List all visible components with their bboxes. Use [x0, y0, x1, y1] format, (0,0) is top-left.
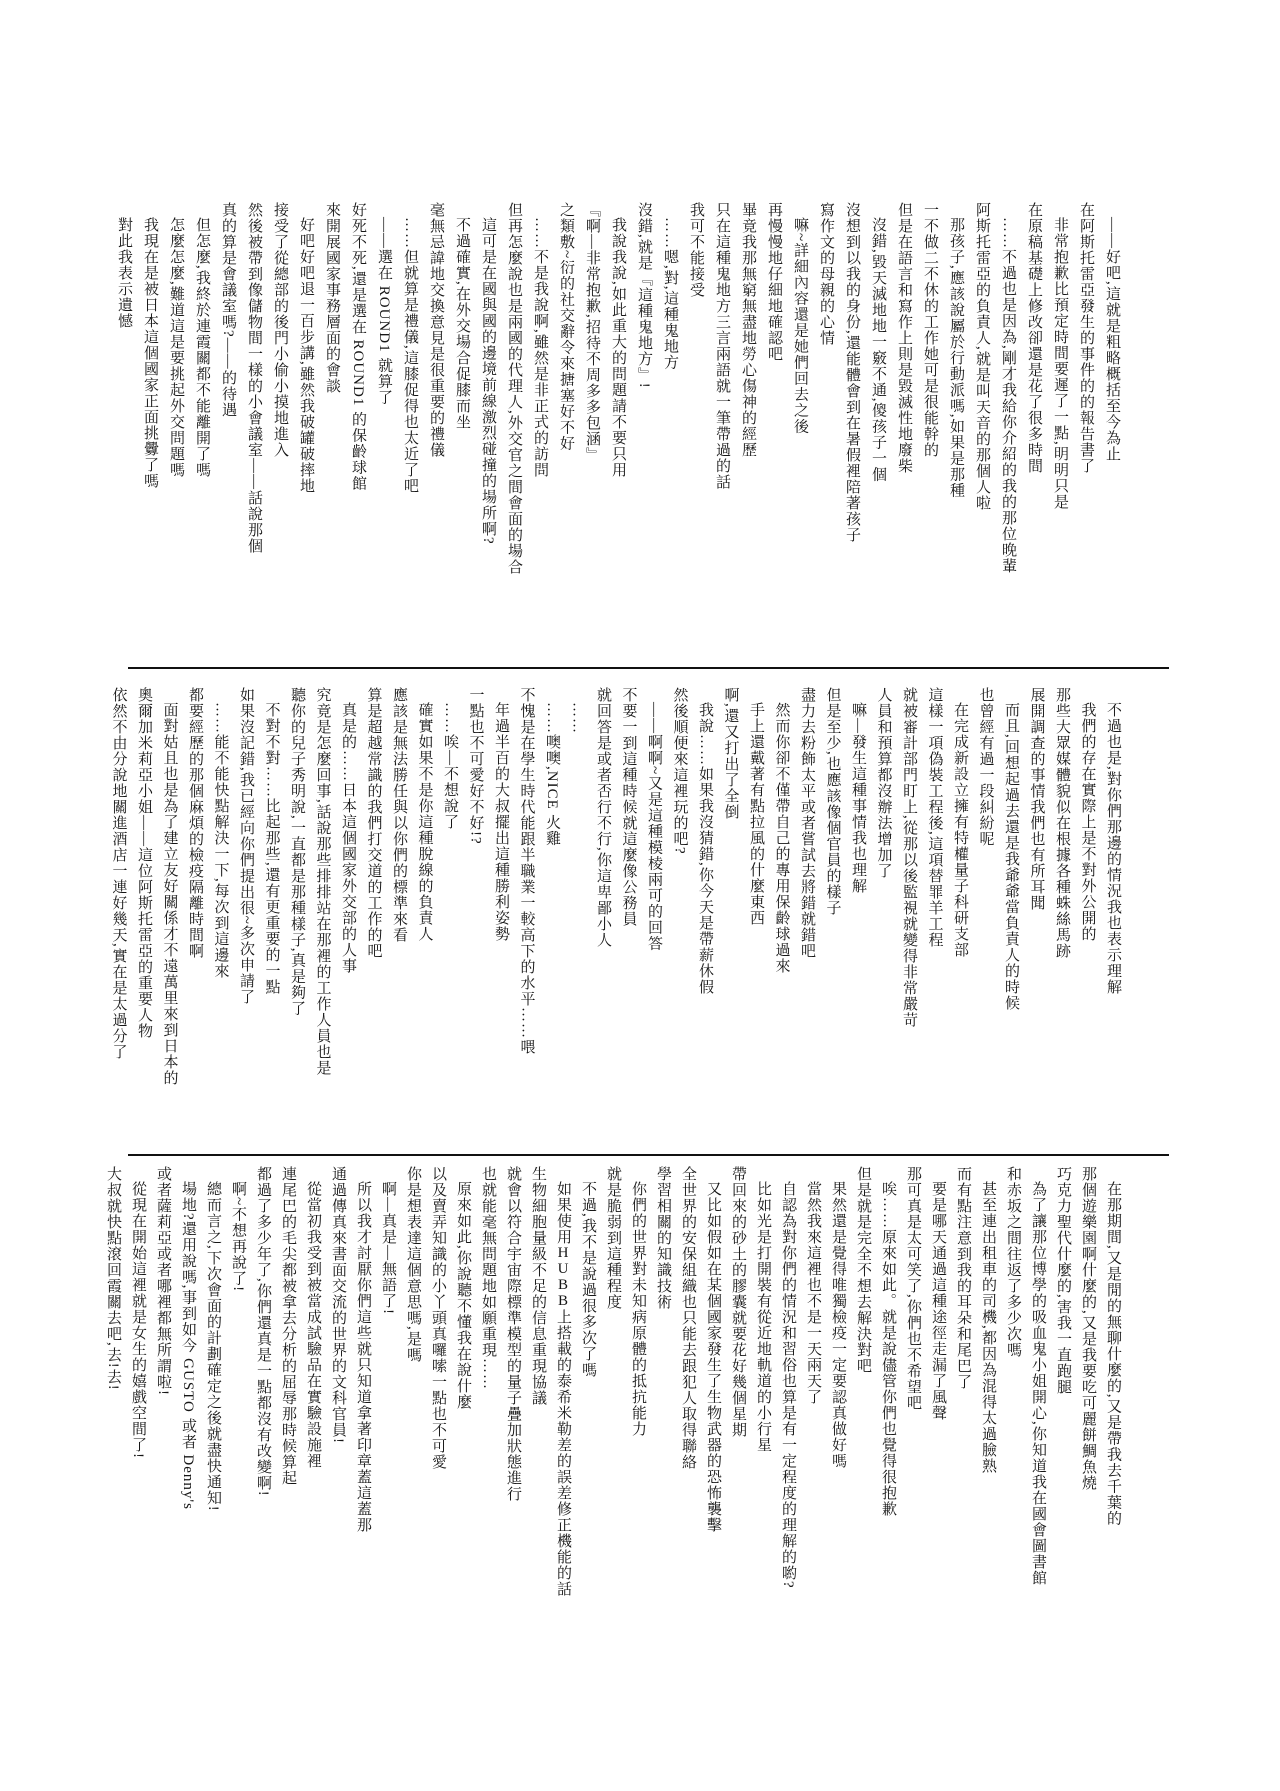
text-line: 來開展國家事務層面的會談: [324, 202, 340, 394]
text-line: 『啊—非常抱歉,招待不周多多包涵』: [584, 202, 600, 463]
text-line: 從現在開始這裡就是女生的嬉戲空間了!: [130, 1181, 146, 1459]
text-line: 但怎麼,我終於連霞關都不能離開了嗎: [194, 217, 210, 478]
text-line: 這樣一項偽裝工程後,這項替罪羊工程: [926, 687, 943, 948]
text-line: 面對姑且也是為了建立友好關係才不遠萬里來到日本的: [161, 702, 178, 1086]
text-line: 在那期間,又是閒的無聊什麼的,又是帶我去千葉的: [1105, 1181, 1121, 1527]
text-line: 所以我才討厭你們這些就只知道拿著印章蓋這蓋那: [355, 1181, 371, 1533]
text-line: 沒錯,就是『這種鬼地方』!: [636, 202, 652, 389]
text-line: 比如光是打開裝有從近地軌道的小行星: [755, 1181, 771, 1453]
text-line: ——啊啊~又是這種模棱兩可的回答: [646, 702, 662, 952]
text-line: 在阿斯托雷亞發生的事件的的報告書了: [1078, 202, 1094, 474]
text-line: 但再怎麼說也是兩國的代理人,外交官之間會面的場合: [506, 202, 522, 575]
text-line: 我說我說,如此重大的問題請不要只用: [610, 217, 626, 478]
text-line: 不過也是,對你們那邊的情況我也表示理解: [1105, 702, 1121, 995]
text-line: 不過,我不是說過很多次了嗎: [580, 1181, 596, 1378]
text-line: ……噢噢,NICE 火雞: [544, 702, 560, 847]
text-line: 你們的世界對未知病原體的抵抗能力: [630, 1181, 646, 1437]
text-line: 在原稿基礎上修改卻還是花了很多時間: [1026, 202, 1042, 474]
text-line: 或者薩莉亞或者哪裡都無所謂啦!: [155, 1166, 171, 1396]
text-line: ……不過也是因為,剛才我給你介紹的我的那位晚輩: [1000, 217, 1016, 574]
text-line: 那些大眾媒體貌似在根據各種蛛絲馬跡: [1054, 687, 1070, 959]
text-line: 沒想到以我的身份,還能體會到在暑假裡陪著孩子: [844, 202, 860, 543]
text-line: 毫無忌諱地交換意見是很重要的禮儀: [428, 202, 444, 458]
text-line: 再慢慢地仔細地確認吧: [766, 202, 782, 362]
text-line: 嘛—發生這種事情我也理解: [850, 702, 866, 894]
text-line: ……但就算是禮儀,這膝促得也太近了吧: [402, 217, 418, 494]
text-line: 人員和預算都沒辦法增加了: [875, 687, 892, 879]
text-line: 對此我表示遺憾: [116, 217, 132, 329]
text-line: 學習相關的知識技術: [655, 1166, 671, 1310]
text-line: 生物細胞量級不足的信息重現協議: [530, 1166, 546, 1406]
text-line: 真是的……日本這個國家外交部的人事: [340, 702, 356, 974]
text-line: 我們的存在實際上是不對外公開的: [1079, 702, 1096, 942]
text-line: 那個遊樂園啊什麼的,又是我要吃可麗餅鯛魚燒: [1080, 1166, 1096, 1491]
text-line: 應該是無法勝任與以你們的標準來看: [391, 687, 407, 943]
text-line: 啊,還又打出了全倒: [722, 687, 739, 820]
text-line: 確實如果不是你這種脫線的負責人: [416, 702, 433, 942]
text-line: 通過傳真來書面交流的世界的文科官員!: [330, 1166, 346, 1444]
text-line: 你是想表達這個意思嗎,是嗎: [405, 1166, 421, 1363]
text-line: 然而你卻不僅帶自己的專用保齡球過來: [773, 702, 790, 974]
text-line: 以及賣弄知識的小丫頭真囉嗦一點也不可愛: [430, 1166, 446, 1470]
text-line: 這可是在國與國的邊境前線激烈碰撞的場所啊?: [480, 217, 496, 545]
text-line: 好吧好吧退一百步講,雖然我破罐破摔地: [298, 217, 314, 494]
text-line: 究竟是怎麼回事,話說那些排排站在那裡的工作人員也是: [314, 687, 331, 1076]
text-line: 依然不由分說地關進酒店一連好幾天,實在是太過分了: [110, 687, 127, 1060]
text-line: 如果使用HUBB上搭載的泰希米勒差的誤差修正機能的話: [555, 1181, 571, 1597]
text-line: 不要一到這種時候就這麼像公務員: [620, 687, 637, 927]
text-block-top: [111, 202, 1125, 634]
text-line: 全世界的安保組織也只能去跟犯人取得聯絡: [680, 1166, 696, 1470]
text-line: 原來如此,你說聽不懂我在說什麼: [455, 1181, 471, 1410]
text-line: 展開調查的事情我們也有所耳聞: [1028, 687, 1045, 911]
text-line: 一不做二不休的工作她可是很能幹的: [922, 202, 938, 458]
text-line: 巧克力聖代什麼的,害我一直跑腿: [1055, 1166, 1071, 1395]
text-line: ——好吧,這就是粗略概括至今為止: [1104, 217, 1120, 462]
text-line: 不過確實,在外交場合促膝而坐: [454, 217, 470, 430]
text-line: 只在這種鬼地方三言兩語就一筆帶過的話: [714, 202, 730, 490]
text-line: 總而言之,下次會面的計劃確定之後就盡快通知!: [205, 1181, 221, 1512]
text-line: 一點也不可愛好不好!?: [467, 687, 484, 845]
text-line: 也曾經有過一段糾紛呢: [977, 687, 994, 847]
text-line: 那孩子,應該說屬於行動派嗎,如果是那種: [948, 217, 964, 499]
text-line: 如果沒記錯,我已經向你們提出很~多次申請了: [238, 687, 254, 1005]
text-line: 怎麼怎麼,難道這是要挑起外交問題嗎: [168, 217, 184, 478]
text-line: 自認為對你們的情況和習俗也算是有一定程度的理解的喲?: [780, 1181, 796, 1589]
text-line: 接受了從總部的後門小偷小摸地進入: [272, 202, 288, 458]
section-divider: [128, 1154, 1169, 1156]
text-line: 不愧是在學生時代能跟半職業一較高下的水平……喂: [518, 687, 535, 1055]
text-line: ……: [569, 702, 586, 734]
text-line: 嘛~詳細內容還是她們回去之後: [792, 217, 808, 435]
text-line: 沒錯,毀天滅地地一竅不通,傻孩子一個: [870, 217, 886, 483]
text-line: 之類敷~衍的社交辭令來搪塞好不好: [558, 202, 574, 452]
text-line: 但是就是完全不想去解決對吧: [855, 1166, 871, 1374]
text-line: 然後順便來這裡玩的吧?: [671, 687, 688, 855]
text-line: 不對不對……比起那些,還有更重要的一點: [263, 702, 280, 995]
text-line: 非常抱歉比預定時間要遲了一點,明明只是: [1052, 217, 1068, 510]
text-line: 也就能毫無問題地如願重現……: [480, 1166, 496, 1390]
text-line: ……能不能快點解決一下,每次到這邊來: [212, 702, 229, 979]
text-line: 都要經歷的那個麻煩的檢疫隔離時間啊: [187, 687, 203, 959]
text-line: 唉……原來如此。就是說儘管你們也覺得很抱歉: [880, 1181, 896, 1517]
text-line: 就回答是或者否行不行,你這卑鄙小人: [595, 687, 611, 948]
text-line: 手上還戴著有點拉風的什麼東西: [748, 702, 764, 926]
text-line: 我現在是被日本這個國家正面挑釁了嗎: [142, 217, 158, 489]
text-line: 啊~不想再說了!: [230, 1181, 246, 1293]
text-line: 聽你的兒子秀明說,一直都是那種樣子,真是夠了: [289, 687, 305, 1017]
text-line: 從當初我受到被當成試驗品在實驗設施裡: [305, 1181, 321, 1469]
text-line: 要是哪天通過這種途徑走漏了風聲: [930, 1181, 946, 1421]
text-line: ……嗯,對,這種鬼地方: [662, 217, 678, 371]
text-line: ……唉—不想說了: [442, 702, 458, 830]
text-line: 和赤坂之間往返了多少次嗎: [1005, 1166, 1021, 1358]
text-line: 就是脆弱到這種程度: [605, 1166, 621, 1310]
text-line: 大叔就快點滾回霞關去吧,去!去!: [105, 1166, 121, 1391]
text-line: 而且,回想起過去還是我爺爺當負責人的時候: [1003, 702, 1019, 1011]
text-line: 盡力去粉飾太平或者嘗試去將錯就錯吧: [799, 687, 815, 959]
text-line: 又比如假如在某個國家發生了生物武器的恐怖襲擊: [705, 1181, 721, 1533]
text-line: 就被審計部門盯上,從那以後監視就變得非常嚴苛: [901, 687, 917, 1028]
text-line: 好死不死,還是選在 ROUND1 的保齡球館: [350, 202, 366, 492]
text-line: 而有點注意到我的耳朵和尾巴了: [955, 1166, 971, 1390]
text-line: 為了讓那位博學的吸血鬼小姐開心,你知道我在國會圖書館: [1030, 1181, 1046, 1586]
section-divider: [128, 667, 1169, 669]
text-line: 場地?還用說嗎,事到如今 GUSTO 或者 Denny's: [180, 1181, 196, 1510]
text-line: 算是超越常識的我們打交道的工作的吧: [365, 687, 382, 959]
text-line: 果然還是覺得唯獨檢疫一定要認真做好嗎: [830, 1181, 846, 1469]
text-line: 那可真是太可笑了,你們也不希望吧: [905, 1166, 921, 1411]
text-line: 都過了多少年了,你們還真是一點都沒有改變啊!: [255, 1166, 271, 1497]
text-line: 奧爾加米莉亞小姐——這位阿斯托雷亞的重要人物: [136, 687, 152, 1039]
text-line: 但是至少,也應該像個官員的樣子: [824, 687, 841, 916]
text-line: 寫作文的母親的心情: [818, 202, 834, 346]
text-line: 然後被帶到像儲物間一樣的小會議室——話說那個: [246, 202, 262, 554]
text-line: 畢竟我那無窮無盡地勞心傷神的經歷: [740, 202, 756, 458]
text-line: 就會以符合宇宙際標準模型的量子疊加狀態進行: [505, 1166, 521, 1502]
text-line: 在完成新設立擁有特權量子科研支部: [952, 702, 968, 958]
text-line: 但是在語言和寫作上則是毀滅性地廢柴: [896, 202, 912, 474]
text-line: 連尾巴的毛尖都被拿去分析的屈辱那時候算起: [280, 1166, 296, 1486]
text-line: ……不是我說啊,雖然是非正式的訪問: [532, 217, 548, 478]
text-line: 我說……如果我沒猜錯,你今天是帶薪休假: [697, 702, 713, 995]
text-line: ——選在 ROUND1 就算了: [376, 217, 392, 406]
text-line: 真的算是會議室嗎?——的待遇: [220, 202, 236, 418]
text-line: 甚至連出租車的司機,都因為混得太過臉熟: [980, 1181, 996, 1474]
text-line: 年過半百的大叔擺出這種勝利姿勢: [493, 702, 509, 942]
text-line: 當然我來這裡也不是一天兩天了: [805, 1181, 821, 1405]
upright-latin-text: HUBB: [555, 1245, 571, 1309]
text-line: 我可不能接受: [688, 202, 704, 298]
text-line: 阿斯托雷亞的負責人,就是叫天音的那個人啦: [974, 202, 990, 511]
text-line: 啊—真是—無語了!: [380, 1181, 396, 1315]
text-block-middle: [105, 687, 1125, 1119]
text-block-bottom: [100, 1166, 1125, 1608]
text-line: 帶回來的砂土的膠囊就要花好幾個星期: [730, 1166, 746, 1438]
